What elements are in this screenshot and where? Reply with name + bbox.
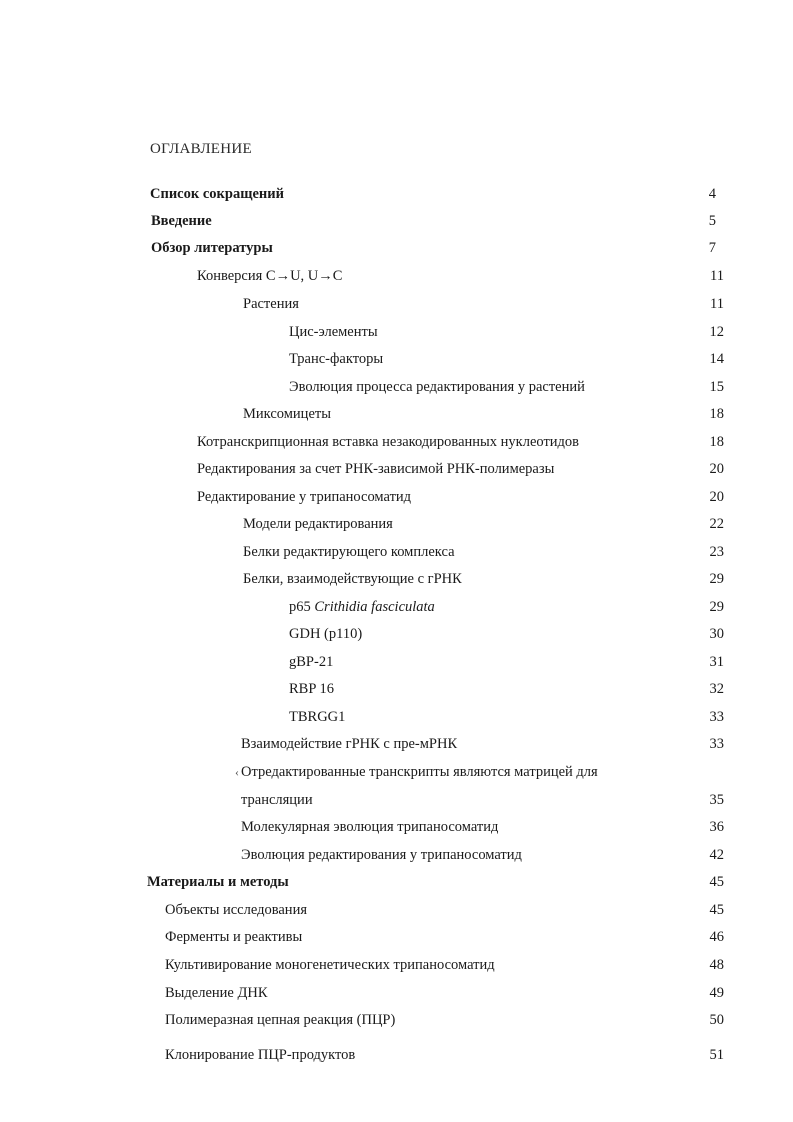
toc-page-number: 45	[709, 874, 724, 890]
toc-entry-label: Клонирование ПЦР-продуктов	[165, 1047, 356, 1063]
toc-page-number: 7	[708, 240, 716, 256]
toc-entry-label: Миксомицеты	[243, 406, 331, 422]
toc-entry-label: RBP 16	[289, 681, 334, 697]
toc-entry-label: Редактирование у трипаносоматид	[197, 489, 412, 505]
toc-entry-label: Эволюция редактирования у трипаносоматид	[241, 847, 522, 863]
toc-page-number: 32	[709, 681, 724, 697]
toc-page-number: 20	[709, 489, 724, 505]
toc-heading: ОГЛАВЛЕНИЕ	[150, 141, 252, 157]
toc-entry-label: Список сокращений	[150, 186, 284, 202]
toc-entry-label: Модели редактирования	[243, 516, 393, 532]
toc-entry-label: Обзор литературы	[151, 240, 273, 256]
toc-page-number: 15	[709, 379, 724, 395]
toc-page-number: 22	[709, 516, 724, 532]
toc-entry-label: Материалы и методы	[147, 874, 289, 890]
toc-page-number: 5	[708, 213, 716, 229]
toc-page-number: 11	[710, 296, 724, 312]
toc-page-number: 48	[709, 957, 724, 973]
toc-entry-label: Объекты исследования	[165, 902, 307, 918]
toc-page-number: 23	[709, 544, 724, 560]
toc-page-number: 49	[709, 985, 724, 1001]
toc-page-number: 50	[709, 1012, 724, 1028]
toc-page-number: 30	[709, 626, 724, 642]
toc-entry-label: Полимеразная цепная реакция (ПЦР)	[165, 1012, 396, 1028]
toc-entry-label: Отредактированные транскрипты являются матрицей для	[241, 764, 598, 780]
toc-page-number: 36	[709, 819, 724, 835]
toc-entry-label: Котранскрипционная вставка незакодированных нуклеотидов	[197, 434, 580, 450]
toc-entry-label: Растения	[243, 296, 299, 312]
toc-page-number: 46	[709, 929, 724, 945]
toc-page-number: 20	[709, 461, 724, 477]
toc-page-number: 18	[709, 434, 724, 450]
toc-page-number: 42	[709, 847, 724, 863]
stray-mark: ‹	[235, 765, 239, 779]
toc-page-number: 31	[709, 654, 724, 670]
toc-page-number: 51	[709, 1047, 724, 1063]
toc-entry-label: Введение	[151, 213, 212, 229]
toc-entry-label: Цис-элементы	[289, 324, 378, 340]
toc-page-number: 45	[709, 902, 724, 918]
toc-page-number: 29	[709, 599, 724, 615]
toc-entry-label-species: Crithidia fasciculata	[314, 599, 435, 615]
toc-page-number: 4	[708, 186, 716, 202]
toc-entry-label: трансляции	[241, 792, 313, 808]
toc-page-number: 33	[709, 736, 724, 752]
toc-entry-label: gBP-21	[289, 654, 334, 670]
toc-entry-label: Белки, взаимодействующие с гРНК	[243, 571, 462, 587]
toc-page-number: 14	[709, 351, 724, 367]
toc-entry-label: Белки редактирующего комплекса	[243, 544, 455, 560]
toc-entry-label: Ферменты и реактивы	[165, 929, 303, 945]
toc-page-number: 11	[710, 268, 724, 284]
toc-page-number: 29	[709, 571, 724, 587]
toc-entry-label: Транс-факторы	[289, 351, 384, 367]
toc-entry-label: Культивирование моногенетических трипаносоматид	[165, 957, 495, 973]
toc-entry-label: Редактирования за счет РНК-зависимой РНК-полимеразы	[197, 461, 555, 477]
toc-page-number: 35	[709, 792, 724, 808]
toc-entry-label: Эволюция процесса редактирования у растений	[289, 379, 585, 395]
toc-page-number: 18	[709, 406, 724, 422]
toc-entry-label: TBRGG1	[289, 709, 346, 725]
toc-page-number: 12	[709, 324, 724, 340]
toc-page-number: 33	[709, 709, 724, 725]
toc-entry-label: Взаимодействие гРНК с пре-мРНК	[241, 736, 458, 752]
toc-entry-label: GDH (p110)	[289, 626, 363, 642]
toc-entry-label: Молекулярная эволюция трипаносоматид	[241, 819, 499, 835]
toc-entry-label: Конверсия C→U, U→C	[197, 268, 343, 284]
toc-entry-label	[289, 597, 435, 617]
toc-entry-label: Выделение ДНК	[165, 985, 268, 1001]
toc-entry-label-prefix: p65	[289, 599, 315, 615]
